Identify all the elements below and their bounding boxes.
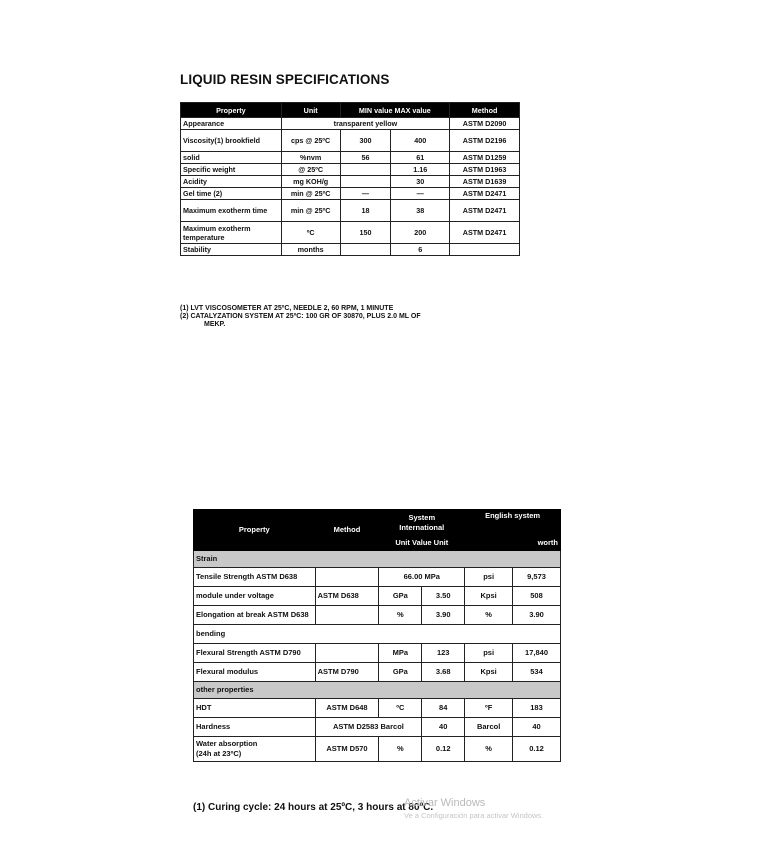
cell-eng-unit: ºF xyxy=(465,699,513,718)
cell-max: 1.16 xyxy=(391,164,450,176)
cell-si-value: 123 xyxy=(422,644,465,663)
cell-property: Maximum exotherm temperature xyxy=(181,222,282,244)
cell-property: Elongation at break ASTM D638 xyxy=(194,606,316,625)
cell-si-value: 3.90 xyxy=(422,606,465,625)
cell-method: ASTM D2471 xyxy=(450,188,520,200)
cell-min: 300 xyxy=(340,130,391,152)
cell-property: Tensile Strength ASTM D638 xyxy=(194,568,316,587)
cell-eng-value: 9,573 xyxy=(513,568,561,587)
curing-cycle-footnote: (1) Curing cycle: 24 hours at 25ºC, 3 hours at 80ºC. xyxy=(193,802,434,813)
cell-si-value: 84 xyxy=(422,699,465,718)
cell-property-line2: (24h at 23ºC) xyxy=(196,749,242,758)
header-property: Property xyxy=(181,103,282,118)
cell-method: ASTM D1639 xyxy=(450,176,520,188)
cell-si-value: 66.00 MPa xyxy=(379,568,465,587)
header-si-line1: System xyxy=(408,512,436,522)
cell-si-unit: % xyxy=(379,737,422,762)
cell-si-value: 0.12 xyxy=(422,737,465,762)
section-row xyxy=(194,625,561,644)
cell-method: ASTM D638 xyxy=(315,587,379,606)
cell-si-unit: % xyxy=(379,606,422,625)
table-row xyxy=(181,152,520,164)
cell-property-line1: Water absorption xyxy=(196,739,258,748)
cell-method xyxy=(315,568,379,587)
header-property: Property xyxy=(194,510,316,551)
cell-unit: ºC xyxy=(281,222,340,244)
header-method: Method xyxy=(315,510,379,551)
cell-property: Maximum exotherm time xyxy=(181,200,282,222)
cell-eng-unit: psi xyxy=(465,568,513,587)
cell-eng-value: 40 xyxy=(513,718,561,737)
table-row xyxy=(181,222,520,244)
cell-method: ASTM D570 xyxy=(315,737,379,762)
cell-method: ASTM D2471 xyxy=(450,222,520,244)
cell-eng-unit: % xyxy=(465,737,513,762)
cell-unit: mg KOH/g xyxy=(281,176,340,188)
table-row xyxy=(181,200,520,222)
cell-unit: min @ 25ºC xyxy=(281,188,340,200)
cell-si-value: 40 xyxy=(422,718,465,737)
table-row xyxy=(181,118,520,130)
cell-eng-value: 508 xyxy=(513,587,561,606)
cell-unit: %nvm xyxy=(281,152,340,164)
cell-method xyxy=(315,644,379,663)
section-row xyxy=(194,551,561,568)
table-header-row xyxy=(194,510,561,536)
section-other-properties: other properties xyxy=(194,682,561,699)
header-si-system xyxy=(379,510,465,536)
cell-method: ASTM D2196 xyxy=(450,130,520,152)
cell-max: 400 xyxy=(391,130,450,152)
cell-property: Specific weight xyxy=(181,164,282,176)
cell-property: HDT xyxy=(194,699,316,718)
cell-eng-unit: Barcol xyxy=(465,718,513,737)
cell-si-unit: ºC xyxy=(379,699,422,718)
header-unit: Unit xyxy=(281,103,340,118)
cell-method: ASTM D2471 xyxy=(450,200,520,222)
cell-property: Acidity xyxy=(181,176,282,188)
cell-min xyxy=(340,244,391,256)
cell-max: 61 xyxy=(391,152,450,164)
header-si-unit-value: Unit Value Unit xyxy=(379,536,465,551)
table-row xyxy=(194,644,561,663)
cell-min: 56 xyxy=(340,152,391,164)
cell-property: Gel time (2) xyxy=(181,188,282,200)
table-row xyxy=(194,737,561,762)
cell-method: ASTM D790 xyxy=(315,663,379,682)
section-row xyxy=(194,682,561,699)
cell-unit: cps @ 25ºC xyxy=(281,130,340,152)
cell-property xyxy=(194,737,316,762)
cell-property: module under voltage xyxy=(194,587,316,606)
cell-property: Flexural Strength ASTM D790 xyxy=(194,644,316,663)
cell-max: — xyxy=(391,188,450,200)
windows-activation-hint: Ve a Configuración para activar Windows. xyxy=(404,811,544,820)
header-min-max: MIN value MAX value xyxy=(340,103,450,118)
cell-min xyxy=(340,176,391,188)
table-row xyxy=(194,699,561,718)
section-strain: Strain xyxy=(194,551,561,568)
cell-eng-value: 534 xyxy=(513,663,561,682)
table-row xyxy=(194,606,561,625)
cell-min xyxy=(340,164,391,176)
mechanical-properties-table xyxy=(193,509,561,762)
cell-si-unit: GPa xyxy=(379,663,422,682)
cell-si-unit: GPa xyxy=(379,587,422,606)
cell-max: 6 xyxy=(391,244,450,256)
table-row xyxy=(194,568,561,587)
cell-unit: @ 25ºC xyxy=(281,164,340,176)
cell-si-value: 3.50 xyxy=(422,587,465,606)
table-header-row xyxy=(181,103,520,118)
cell-eng-value: 17,840 xyxy=(513,644,561,663)
cell-min: — xyxy=(340,188,391,200)
cell-eng-unit: Kpsi xyxy=(465,587,513,606)
note-2: (2) CATALYZATION SYSTEM AT 25ºC: 100 GR OF 30870, PLUS 2.0 ML OF xyxy=(180,313,421,320)
cell-eng-value: 183 xyxy=(513,699,561,718)
cell-eng-unit: Kpsi xyxy=(465,663,513,682)
note-1: (1) LVT VISCOSOMETER AT 25ºC, NEEDLE 2, 60 RPM, 1 MINUTE xyxy=(180,305,394,312)
cell-value: transparent yellow xyxy=(281,118,449,130)
table-row xyxy=(181,164,520,176)
cell-method: ASTM D2090 xyxy=(450,118,520,130)
cell-unit: min @ 25ºC xyxy=(281,200,340,222)
cell-min: 18 xyxy=(340,200,391,222)
header-si-line2: International xyxy=(399,522,445,532)
cell-max: 38 xyxy=(391,200,450,222)
table-row xyxy=(181,188,520,200)
cell-eng-unit: psi xyxy=(465,644,513,663)
section-bending: bending xyxy=(194,625,561,644)
cell-property: solid xyxy=(181,152,282,164)
table-row xyxy=(194,663,561,682)
cell-si-unit: MPa xyxy=(379,644,422,663)
cell-method: ASTM D1963 xyxy=(450,164,520,176)
cell-si-value: 3.68 xyxy=(422,663,465,682)
cell-method xyxy=(315,606,379,625)
cell-max: 30 xyxy=(391,176,450,188)
table-row xyxy=(194,718,561,737)
cell-method: ASTM D1259 xyxy=(450,152,520,164)
table-row xyxy=(181,176,520,188)
header-blank xyxy=(465,536,513,551)
cell-property: Flexural modulus xyxy=(194,663,316,682)
cell-property: Stability xyxy=(181,244,282,256)
document-title: LIQUID RESIN SPECIFICATIONS xyxy=(180,72,390,87)
windows-activation-watermark: Activar Windows xyxy=(404,797,486,809)
cell-method xyxy=(450,244,520,256)
cell-max: 200 xyxy=(391,222,450,244)
header-method: Method xyxy=(450,103,520,118)
cell-method-unit: ASTM D2583 Barcol xyxy=(315,718,422,737)
liquid-resin-spec-table xyxy=(180,102,520,256)
cell-eng-unit: % xyxy=(465,606,513,625)
note-2-continued: MEKP. xyxy=(204,321,226,328)
cell-property: Viscosity(1) brookfield xyxy=(181,130,282,152)
cell-min: 150 xyxy=(340,222,391,244)
cell-eng-value: 3.90 xyxy=(513,606,561,625)
table-row xyxy=(181,130,520,152)
cell-property: Appearance xyxy=(181,118,282,130)
cell-property: Hardness xyxy=(194,718,316,737)
cell-method: ASTM D648 xyxy=(315,699,379,718)
header-english-system: English system xyxy=(465,510,561,536)
cell-eng-value: 0.12 xyxy=(513,737,561,762)
spec-notes xyxy=(180,305,421,329)
table-row xyxy=(181,244,520,256)
table-row xyxy=(194,587,561,606)
header-worth: worth xyxy=(513,536,561,551)
cell-unit: months xyxy=(281,244,340,256)
